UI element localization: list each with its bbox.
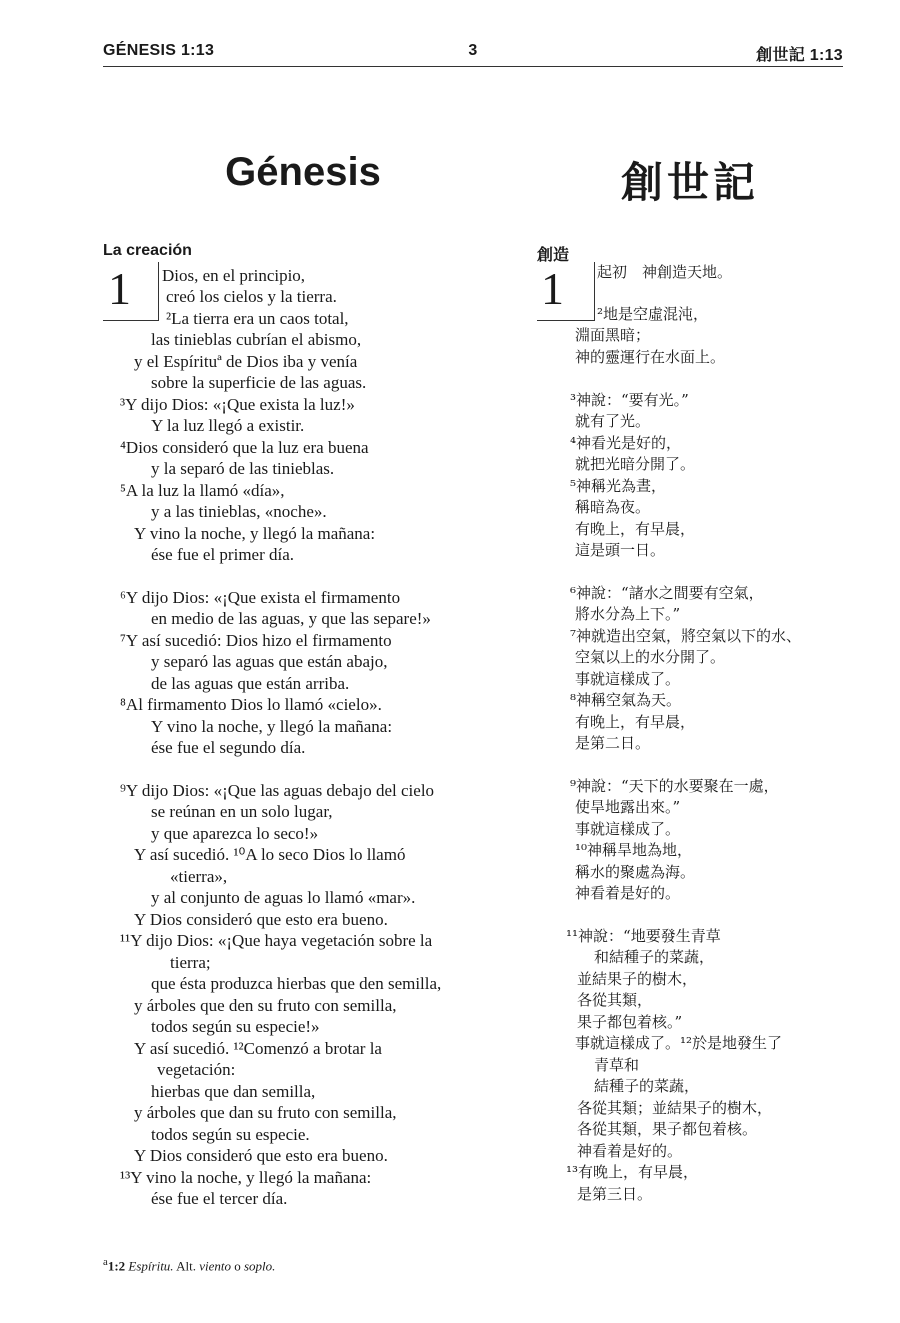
chinese-line: 將水分為上下。”: [575, 605, 681, 623]
spanish-line: creó los cielos y la tierra.: [166, 287, 337, 306]
spanish-line: Y así sucedió. ¹⁰A lo seco Dios lo llamó: [134, 845, 406, 864]
chinese-line: ⁷神就造出空氣，將空氣以下的水、: [570, 627, 802, 645]
spanish-line: ³Y dijo Dios: «¡Que exista la luz!»: [120, 395, 355, 414]
chinese-line: 事就這樣成了。: [575, 820, 681, 838]
chinese-line: 稱水的聚處為海。: [575, 863, 696, 881]
spanish-line: ⁵A la luz la llamó «día»,: [120, 481, 285, 500]
chinese-line: 是第三日。: [577, 1185, 653, 1203]
footnote-option-2: soplo.: [244, 1258, 276, 1274]
spanish-line: y árboles que dan su fruto con semilla,: [134, 1103, 397, 1122]
spanish-line: vegetación:: [157, 1060, 236, 1079]
spanish-line: ⁹Y dijo Dios: «¡Que las aguas debajo del cielo: [120, 781, 435, 800]
footnote-conjunction: o: [234, 1258, 241, 1274]
footnote-term: Espíritu.: [128, 1258, 174, 1274]
spanish-line: ⁷Y así sucedió: Dios hizo el firmamento: [120, 631, 392, 650]
running-header: [103, 38, 843, 67]
page-number: 3: [468, 42, 478, 59]
chinese-line: 淵面黑暗；: [575, 326, 651, 344]
chinese-line: ⁵神稱光為晝，: [570, 477, 667, 495]
spanish-line: ²La tierra era un caos total,: [166, 309, 349, 328]
spanish-line: Y así sucedió. ¹²Comenzó a brotar la: [134, 1039, 382, 1058]
spanish-line: ⁴Dios consideró que la luz era buena: [120, 438, 369, 457]
footnote-alt: Alt.: [176, 1258, 196, 1274]
spanish-line: tierra;: [170, 953, 211, 972]
chinese-line: ²地是空虛混沌，: [597, 305, 709, 323]
header-left: GÉNESIS 1:13: [103, 42, 215, 59]
chinese-line: ⁸神稱空氣為天。: [570, 691, 682, 709]
chinese-line: 使旱地露出來。”: [575, 798, 681, 816]
footnote-option-1: viento: [199, 1258, 231, 1274]
title-spanish: Génesis: [225, 150, 381, 194]
spanish-line: Y Dios consideró que esto era bueno.: [134, 1146, 388, 1165]
spanish-line: Y vino la noche, y llegó la mañana:: [134, 524, 376, 543]
chinese-line: 青草和: [594, 1056, 640, 1074]
chinese-line: 這是頭一日。: [575, 541, 666, 559]
chinese-line: 和結種子的菜蔬，: [594, 948, 715, 966]
chinese-line: 各從其類；並結果子的樹木，: [577, 1099, 773, 1117]
chinese-line: 神看着是好的。: [575, 884, 681, 902]
title-chinese: 創世記: [620, 158, 759, 207]
chinese-line: 事就這樣成了。¹²於是地發生了: [575, 1034, 783, 1052]
spanish-line: de las aguas que están arriba.: [151, 674, 350, 693]
chapter-number-spanish: 1: [108, 263, 131, 314]
spanish-line: y separó las aguas que están abajo,: [151, 652, 388, 671]
spanish-line: sobre la superficie de las aguas.: [151, 373, 367, 392]
chinese-line: 有晚上，有早晨，: [575, 713, 696, 731]
chinese-line: 神看着是好的。: [577, 1142, 683, 1160]
spanish-line: ¹³Y vino la noche, y llegó la mañana:: [120, 1168, 372, 1187]
spanish-line: ése fue el primer día.: [151, 545, 295, 564]
chinese-line: 事就這樣成了。: [575, 670, 681, 688]
spanish-line: todos según su especie!»: [151, 1017, 320, 1036]
chinese-line: ¹¹神說：“地要發生青草: [566, 927, 721, 945]
chinese-line: ⁶神說：“諸水之間要有空氣，: [570, 584, 764, 602]
chinese-line: ¹³有晚上，有早晨，: [566, 1163, 699, 1181]
spanish-line: y que aparezca lo seco!»: [151, 824, 319, 843]
chinese-line: ⁹神說：“天下的水要聚在一處，: [570, 777, 779, 795]
spanish-line: ése fue el tercer día.: [151, 1189, 288, 1208]
chapter-number-chinese: 1: [541, 263, 564, 314]
spanish-line: ⁸Al firmamento Dios lo llamó «cielo».: [120, 695, 382, 714]
spanish-line: se reúnan en un solo lugar,: [151, 802, 333, 821]
spanish-line: y al conjunto de aguas lo llamó «mar».: [151, 888, 416, 907]
chinese-line: 就把光暗分開了。: [575, 455, 696, 473]
chinese-line: 空氣以上的水分開了。: [575, 648, 726, 666]
chinese-line: 起初 神創造天地。: [597, 263, 733, 281]
spanish-line: en medio de las aguas, y que las separe!»: [151, 609, 431, 628]
chinese-line: 果子都包着核。”: [577, 1013, 683, 1031]
spanish-line: Y vino la noche, y llegó la mañana:: [151, 717, 393, 736]
spanish-line: ¹¹Y dijo Dios: «¡Que haya vegetación sobre la: [120, 931, 433, 950]
spanish-line: Y la luz llegó a existir.: [151, 416, 305, 435]
section-heading-chinese: 創造: [537, 245, 570, 264]
chinese-line: 各從其類，: [577, 991, 653, 1009]
spanish-line: y árboles que den su fruto con semilla,: [134, 996, 397, 1015]
chinese-line: ³神說：“要有光。”: [570, 391, 689, 409]
spanish-line: y la separó de las tinieblas.: [151, 459, 335, 478]
spanish-line: Y Dios consideró que esto era bueno.: [134, 910, 388, 929]
chinese-line: 結種子的菜蔬，: [594, 1077, 700, 1095]
chinese-line: 稱暗為夜。: [575, 498, 651, 516]
footnote-ref: 1:2: [107, 1258, 126, 1274]
chinese-line: 並結果子的樹木，: [577, 970, 698, 988]
chinese-line: 各從其類，果子都包着核。: [577, 1120, 758, 1138]
chinese-line: ¹⁰神稱旱地為地，: [575, 841, 693, 859]
chinese-line: 就有了光。: [575, 412, 651, 430]
spanish-line: ése fue el segundo día.: [151, 738, 306, 757]
spanish-line: «tierra»,: [170, 867, 228, 886]
chinese-line: 神的靈運行在水面上。: [575, 348, 726, 366]
chinese-line: 是第二日。: [575, 734, 651, 752]
chinese-line: ⁴神看光是好的，: [570, 434, 682, 452]
spanish-line: y el Espírituª de Dios iba y venía: [134, 352, 358, 371]
spanish-line: Dios, en el principio,: [162, 266, 306, 285]
spanish-line: ⁶Y dijo Dios: «¡Que exista el firmamento: [120, 588, 401, 607]
spanish-line: hierbas que dan semilla,: [151, 1082, 316, 1101]
chinese-line: 有晚上，有早晨，: [575, 520, 696, 538]
header-right: 創世記 1:13: [756, 47, 843, 64]
spanish-line: y a las tinieblas, «noche».: [151, 502, 327, 521]
spanish-line: todos según su especie.: [151, 1125, 310, 1144]
spanish-line: que ésta produzca hierbas que den semilla,: [151, 974, 442, 993]
spanish-line: las tinieblas cubrían el abismo,: [151, 330, 362, 349]
footnote-marker: a: [103, 1256, 108, 1268]
section-heading-spanish: La creación: [103, 242, 192, 259]
footnote: [103, 1256, 275, 1274]
